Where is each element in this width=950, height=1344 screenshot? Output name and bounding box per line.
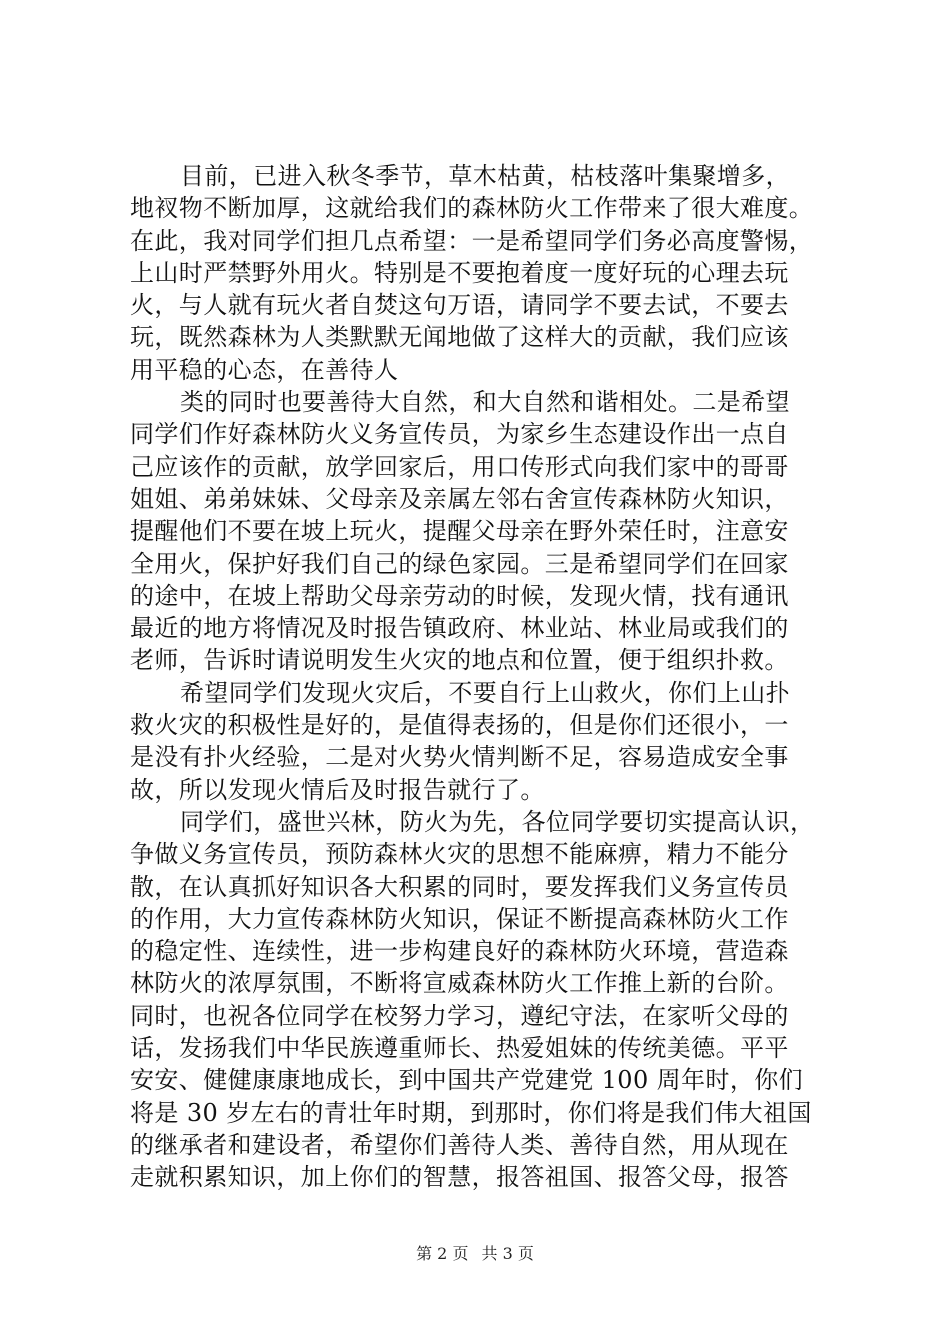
text-line: 同时，也祝各位同学在校努力学习，遵纪守法，在家听父母的 xyxy=(130,1001,789,1030)
page-footer xyxy=(0,1244,950,1264)
text-line: 话，发扬我们中华民族遵重师长、热爱姐妹的传统美德。平平 xyxy=(130,1034,789,1063)
text-line: 林防火的浓厚氛围，不断将宣威森林防火工作推上新的台阶。 xyxy=(130,969,789,998)
text-line: 地衩物不断加厚，这就给我们的森林防火工作带来了很大难度。 xyxy=(130,194,814,223)
text-line: 同学们作好森林防火义务宣传员，为家乡生态建设作出一点自 xyxy=(130,420,789,449)
text-line: 类的同时也要善待大自然，和大自然和谐相处。二是希望 xyxy=(180,388,790,417)
text-line: 全用火，保护好我们自己的绿色家园。三是希望同学们在回家 xyxy=(130,549,789,578)
body-text xyxy=(130,160,830,1194)
text-line: 火，与人就有玩火者自焚这句万语，请同学不要去试，不要去 xyxy=(130,291,789,320)
text-line: 的稳定性、连续性，进一步构建良好的森林防火环境，营造森 xyxy=(130,937,789,966)
text-line: 是没有扑火经验，二是对火势火情判断不足，容易造成安全事 xyxy=(130,743,789,772)
text-line: 的作用，大力宣传森林防火知识，保证不断提高森林防火工作 xyxy=(130,904,789,933)
text-line: 玩，既然森林为人类默默无闻地做了这样大的贡献，我们应该 xyxy=(130,323,789,352)
page-number: 第 2 页 xyxy=(416,1244,469,1263)
text-line: 提醒他们不要在坡上玩火，提醒父母亲在野外荣任时，注意安 xyxy=(130,517,789,546)
text-line: 己应该作的贡献，放学回家后，用口传形式向我们家中的哥哥 xyxy=(130,452,789,481)
text-line: 老师，告诉时请说明发生火灾的地点和位置，便于组织扑救。 xyxy=(130,646,789,675)
text-line: 用平稳的心态，在善待人 xyxy=(130,355,399,384)
text-line: 将是 30 岁左右的青壮年时期，到那时，你们将是我们伟大祖国 xyxy=(130,1098,812,1127)
text-line: 救火灾的积极性是好的，是值得表扬的，但是你们还很小，一 xyxy=(130,711,789,740)
text-line: 争做义务宣传员，预防森林火灾的思想不能麻痹，精力不能分 xyxy=(130,840,789,869)
text-line: 同学们，盛世兴林，防火为先，各位同学要切实提高认识， xyxy=(180,807,815,836)
text-line: 走就积累知识，加上你们的智慧，报答祖国、报答父母，报答 xyxy=(130,1163,789,1192)
text-line: 目前，已进入秋冬季节，草木枯黄，枯枝落叶集聚增多， xyxy=(180,162,790,190)
text-line: 故，所以发现火情后及时报告就行了。 xyxy=(130,775,545,804)
text-line: 姐姐、弟弟妹妹、父母亲及亲属左邻右舍宣传森林防火知识， xyxy=(130,484,789,513)
text-line: 上山时严禁野外用火。特别是不要抱着度一度好玩的心理去玩 xyxy=(130,258,789,287)
text-line: 最近的地方将情况及时报告镇政府、林业站、林业局或我们的 xyxy=(130,614,789,643)
text-line: 散，在认真抓好知识各大积累的同时，要发挥我们义务宣传员 xyxy=(130,872,789,901)
page-total: 共 3 页 xyxy=(481,1244,534,1263)
text-line: 的途中，在坡上帮助父母亲劳动的时候，发现火情，找有通讯 xyxy=(130,581,789,610)
text-line: 的继承者和建设者，希望你们善待人类、善待自然，用从现在 xyxy=(130,1130,789,1159)
text-line: 在此，我对同学们担几点希望：一是希望同学们务必高度警惕， xyxy=(130,226,814,255)
text-line: 安安、健健康康地成长，到中国共产党建党 100 周年时，你们 xyxy=(130,1066,804,1095)
text-line: 希望同学们发现火灾后，不要自行上山救火，你们上山扑 xyxy=(180,678,790,707)
